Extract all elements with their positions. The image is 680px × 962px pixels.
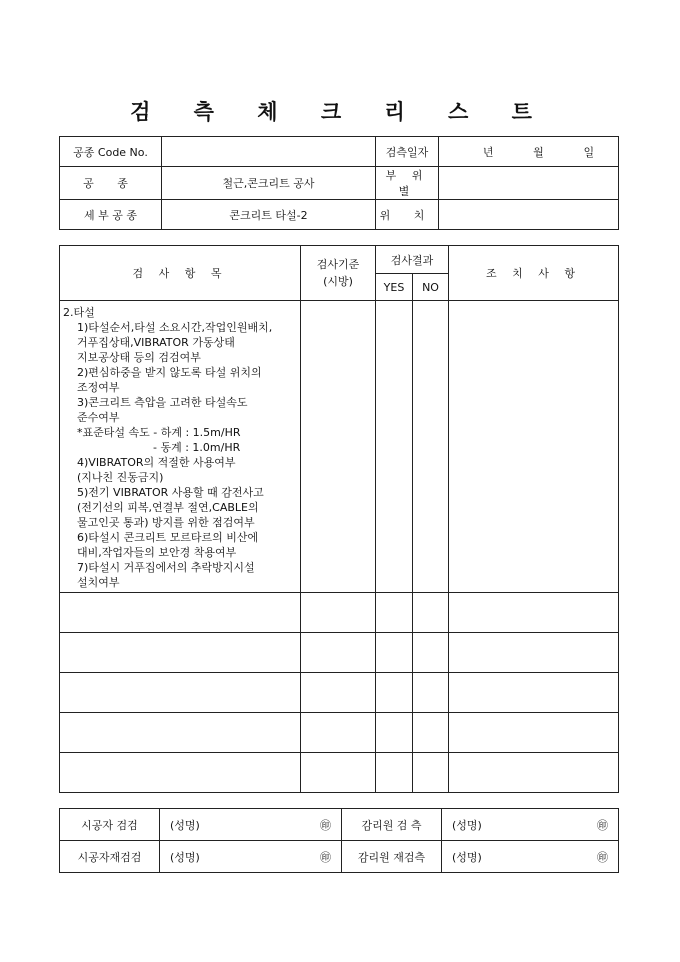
item-header: 검 사 항 목 [60,246,301,301]
contractor-recheck-signature[interactable] [160,841,342,873]
supervisor-check-label: 감리원 검 측 [342,809,442,841]
yes-cell[interactable] [376,301,413,593]
supervisor-recheck-label: 감리원 재검측 [342,841,442,873]
empty-yes-cell[interactable] [376,713,413,753]
no-cell[interactable] [413,301,449,593]
empty-standard-cell[interactable] [301,673,376,713]
empty-action-cell[interactable] [449,673,619,713]
seal-icon: ㊞ [597,850,608,864]
date-label: 검측일자 [376,137,439,167]
empty-yes-cell[interactable] [376,673,413,713]
name-label: (성명) [170,818,200,832]
detail-label: 세 부 공 종 [60,200,162,230]
empty-yes-cell[interactable] [376,633,413,673]
checklist-line: 설치여부 [77,576,120,589]
empty-no-cell[interactable] [413,633,449,673]
result-header: 검사결과 [376,246,449,274]
empty-no-cell[interactable] [413,753,449,793]
empty-standard-cell[interactable] [301,593,376,633]
checklist-line: 2.타설 [63,306,95,319]
action-header: 조 치 사 항 [449,246,619,301]
day-label: 일 [583,145,595,159]
name-label: (성명) [170,850,200,864]
empty-item-cell[interactable] [60,633,301,673]
date-field[interactable] [439,137,619,167]
empty-action-cell[interactable] [449,713,619,753]
checklist-line: (전기선의 피복,연결부 절연,CABLE의 [77,501,259,514]
part-field[interactable] [439,167,619,200]
detail-value: 콘크리트 타설-2 [162,200,376,230]
empty-standard-cell[interactable] [301,633,376,673]
empty-no-cell[interactable] [413,593,449,633]
checklist-line: 준수여부 [77,411,120,424]
checklist-items [60,301,301,593]
contractor-signature[interactable] [160,809,342,841]
seal-icon: ㊞ [320,850,331,864]
part-label: 부 위 별 [376,167,439,200]
name-label: (성명) [452,818,482,832]
empty-yes-cell[interactable] [376,753,413,793]
month-label: 월 [533,145,544,159]
name-label: (성명) [452,850,482,864]
empty-item-cell[interactable] [60,673,301,713]
work-code-label: 공종 Code No. [60,137,162,167]
checklist-line: 4)VIBRATOR의 적절한 사용여부 [77,456,236,469]
signature-table [59,808,619,873]
checklist-line: (지나친 진동금지) [77,471,164,484]
empty-action-cell[interactable] [449,633,619,673]
empty-yes-cell[interactable] [376,593,413,633]
year-label: 년 [482,145,494,159]
seal-icon: ㊞ [320,818,331,832]
checklist-line: - 동계 : 1.0m/HR [153,441,241,454]
checklist-line: 조정여부 [77,381,120,394]
empty-item-cell[interactable] [60,753,301,793]
empty-action-cell[interactable] [449,593,619,633]
checklist-line: 6)타설시 콘크리트 모르타르의 비산에 [77,531,259,544]
checklist-line: 2)편심하중을 받지 않도록 타설 위치의 [77,366,262,379]
checklist-line: 물고인곳 통과) 방지를 위한 점검여부 [77,516,255,529]
empty-action-cell[interactable] [449,753,619,793]
checklist-table [59,245,619,793]
work-code-field[interactable] [162,137,376,167]
standard-header [301,246,376,301]
empty-standard-cell[interactable] [301,713,376,753]
yes-header: YES [376,274,413,301]
location-label: 위 치 [376,200,439,230]
standard-cell[interactable] [301,301,376,593]
seal-icon: ㊞ [597,818,608,832]
checklist-line: 거푸집상태,VIBRATOR 가동상태 [77,336,235,349]
location-field[interactable] [439,200,619,230]
empty-item-cell[interactable] [60,593,301,633]
contractor-recheck-label: 시공자재검검 [60,841,160,873]
checklist-line: 지보공상태 등의 검검여부 [77,351,201,364]
empty-standard-cell[interactable] [301,753,376,793]
supervisor-signature[interactable] [442,809,619,841]
page-title: 검 측 체 크 리 스 트 [130,99,550,124]
checklist-line: 대비,작업자들의 보안경 착용여부 [77,546,237,559]
checklist-line: 1)타설순서,타설 소요시간,작업인원배치, [77,321,273,334]
action-cell[interactable] [449,301,619,593]
checklist-line: *표준타설 속도 - 하계 : 1.5m/HR [77,426,241,439]
no-header: NO [413,274,449,301]
work-type-label: 공 종 [60,167,162,200]
contractor-check-label: 시공자 검검 [60,809,160,841]
checklist-line: 5)전기 VIBRATOR 사용할 때 감전사고 [77,486,264,499]
work-type-value: 철근,콘크리트 공사 [162,167,376,200]
standard-header-sub: (시방) [323,275,353,288]
empty-no-cell[interactable] [413,673,449,713]
empty-no-cell[interactable] [413,713,449,753]
info-table [59,136,619,230]
checklist-line: 7)타설시 거푸집에서의 추락방지시설 [77,561,255,574]
supervisor-recheck-signature[interactable] [442,841,619,873]
checklist-line: 3)콘크리트 측압을 고려한 타설속도 [77,396,248,409]
standard-header-title: 검사기준 [316,258,360,271]
empty-item-cell[interactable] [60,713,301,753]
